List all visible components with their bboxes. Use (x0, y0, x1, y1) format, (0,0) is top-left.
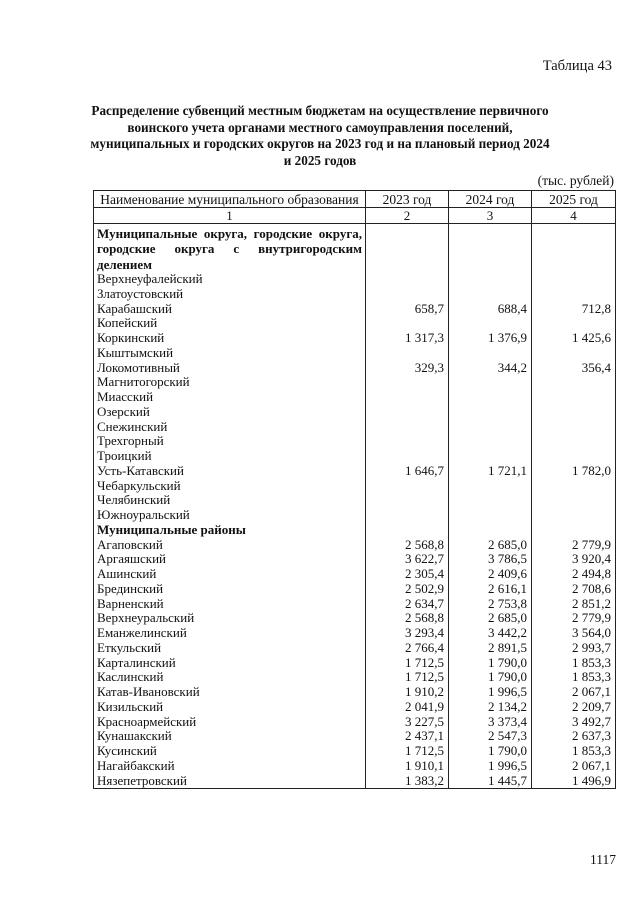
value-2025: 1 853,3 (532, 656, 616, 671)
value-2025 (532, 287, 616, 302)
value-2023: 1 712,5 (366, 670, 449, 685)
value-2025: 2 209,7 (532, 700, 616, 715)
value-2024: 688,4 (449, 302, 532, 317)
municipality-name: Верхнеуральский (94, 611, 366, 626)
value-2025 (532, 493, 616, 508)
value-2024 (449, 346, 532, 361)
municipality-name: Агаповский (94, 538, 366, 553)
value-2024: 1 790,0 (449, 744, 532, 759)
table-row (94, 700, 616, 715)
municipality-name: Усть-Катавский (94, 464, 366, 479)
value-2024 (449, 375, 532, 390)
table-row (94, 434, 616, 449)
column-number-row (94, 208, 616, 224)
value-2025: 2 708,6 (532, 582, 616, 597)
value-2024: 2 891,5 (449, 641, 532, 656)
municipality-name: Миасский (94, 390, 366, 405)
table-row (94, 420, 616, 435)
table-row (94, 361, 616, 376)
table-row (94, 272, 616, 287)
table-row (94, 597, 616, 612)
table-row (94, 626, 616, 641)
value-2024 (449, 420, 532, 435)
value-2023: 2 568,8 (366, 611, 449, 626)
municipality-name: Кыштымский (94, 346, 366, 361)
table-row (94, 331, 616, 346)
value-2023: 1 910,1 (366, 759, 449, 774)
municipality-name: Еткульский (94, 641, 366, 656)
section-heading-row (94, 523, 616, 538)
value-2025: 1 425,6 (532, 331, 616, 346)
table-row (94, 302, 616, 317)
value-2023: 1 646,7 (366, 464, 449, 479)
value-2023: 2 437,1 (366, 729, 449, 744)
table-row (94, 493, 616, 508)
value-2025 (532, 316, 616, 331)
value-2025: 2 993,7 (532, 641, 616, 656)
value-2025 (532, 434, 616, 449)
value-2023 (366, 434, 449, 449)
value-2023: 2 502,9 (366, 582, 449, 597)
table-row (94, 656, 616, 671)
table-row (94, 774, 616, 789)
section-heading: Муниципальные округа, городские округа, городские округа с внутригородским делением (94, 224, 366, 273)
value-2024 (449, 493, 532, 508)
value-2024: 2 616,1 (449, 582, 532, 597)
value-2024: 2 685,0 (449, 538, 532, 553)
value-2025: 3 492,7 (532, 715, 616, 730)
table-row (94, 685, 616, 700)
section-heading: Муниципальные районы (94, 523, 366, 538)
table-row (94, 759, 616, 774)
table-row (94, 375, 616, 390)
table-row (94, 508, 616, 523)
municipality-name: Троицкий (94, 449, 366, 464)
value-2025 (532, 508, 616, 523)
table-row (94, 670, 616, 685)
page-number: 1117 (590, 852, 616, 867)
value-2024 (449, 272, 532, 287)
value-2023: 3 227,5 (366, 715, 449, 730)
value-2025: 712,8 (532, 302, 616, 317)
municipality-name: Кизильский (94, 700, 366, 715)
value-2025: 3 564,0 (532, 626, 616, 641)
value-2025 (532, 346, 616, 361)
value-2024: 3 373,4 (449, 715, 532, 730)
value-2023 (366, 479, 449, 494)
table-row (94, 611, 616, 626)
municipality-name: Нязепетровский (94, 774, 366, 789)
header-row (94, 191, 616, 208)
value-2025: 356,4 (532, 361, 616, 376)
value-2023: 329,3 (366, 361, 449, 376)
value-2024 (449, 508, 532, 523)
value-2025 (532, 479, 616, 494)
column-number: 4 (532, 208, 616, 224)
table-row (94, 464, 616, 479)
value-2025: 1 782,0 (532, 464, 616, 479)
header-name: Наименование муниципального образования (94, 191, 366, 208)
value-2023 (366, 493, 449, 508)
value-2024: 2 134,2 (449, 700, 532, 715)
value-2025: 2 637,3 (532, 729, 616, 744)
value-2024: 1 996,5 (449, 759, 532, 774)
municipality-name: Кунашакский (94, 729, 366, 744)
municipality-name: Чебаркульский (94, 479, 366, 494)
municipality-name: Златоустовский (94, 287, 366, 302)
value-2023 (366, 449, 449, 464)
table-row (94, 405, 616, 420)
municipality-name: Озерский (94, 405, 366, 420)
value-2023 (366, 316, 449, 331)
value-2023 (366, 508, 449, 523)
section-heading-row (94, 224, 616, 273)
value-2023: 1 317,3 (366, 331, 449, 346)
municipality-name: Каслинский (94, 670, 366, 685)
municipality-name: Брединский (94, 582, 366, 597)
value-2025 (532, 449, 616, 464)
value-2023: 1 383,2 (366, 774, 449, 789)
table-row (94, 287, 616, 302)
value-2025: 1 853,3 (532, 744, 616, 759)
table-row (94, 390, 616, 405)
value-2024: 3 442,2 (449, 626, 532, 641)
municipality-name: Красноармейский (94, 715, 366, 730)
value-2023: 3 622,7 (366, 552, 449, 567)
value-2025 (532, 375, 616, 390)
table-row (94, 729, 616, 744)
value-2025: 3 920,4 (532, 552, 616, 567)
municipality-name: Ашинский (94, 567, 366, 582)
value-2023: 2 766,4 (366, 641, 449, 656)
value-2025 (532, 420, 616, 435)
value-2023: 3 293,4 (366, 626, 449, 641)
table-row (94, 346, 616, 361)
value-2024: 2 685,0 (449, 611, 532, 626)
value-2024: 1 790,0 (449, 656, 532, 671)
table-row (94, 582, 616, 597)
value-2023: 2 041,9 (366, 700, 449, 715)
column-number: 1 (94, 208, 366, 224)
table-row (94, 641, 616, 656)
value-2025: 2 779,9 (532, 611, 616, 626)
value-2023: 2 568,8 (366, 538, 449, 553)
value-2025: 2 851,2 (532, 597, 616, 612)
municipality-name: Верхнеуфалейский (94, 272, 366, 287)
value-2024: 1 721,1 (449, 464, 532, 479)
value-2025: 1 496,9 (532, 774, 616, 789)
value-2024 (449, 434, 532, 449)
value-2023: 1 712,5 (366, 744, 449, 759)
value-2024 (449, 405, 532, 420)
value-2023: 2 305,4 (366, 567, 449, 582)
municipality-name: Копейский (94, 316, 366, 331)
municipality-name: Карталинский (94, 656, 366, 671)
value-2024: 2 409,6 (449, 567, 532, 582)
municipality-name: Снежинский (94, 420, 366, 435)
value-2023: 658,7 (366, 302, 449, 317)
table-row (94, 538, 616, 553)
municipality-name: Трехгорный (94, 434, 366, 449)
value-2025 (532, 405, 616, 420)
value-2025 (532, 390, 616, 405)
value-2025: 2 779,9 (532, 538, 616, 553)
header-2024: 2024 год (449, 191, 532, 208)
table-number: Таблица 43 (542, 58, 612, 74)
table-row (94, 552, 616, 567)
value-2024: 1 445,7 (449, 774, 532, 789)
value-2023: 1 910,2 (366, 685, 449, 700)
table-row (94, 479, 616, 494)
municipality-name: Нагайбакский (94, 759, 366, 774)
table-row (94, 316, 616, 331)
units-label: (тыс. рублей) (537, 173, 614, 188)
header-2023: 2023 год (366, 191, 449, 208)
municipality-name: Еманжелинский (94, 626, 366, 641)
municipality-name: Варненский (94, 597, 366, 612)
value-2023 (366, 375, 449, 390)
document-title: Распределение субвенций местным бюджетам на осуществление первичного воинского учета органами местного самоуправления поселений, муниципальных и городских округов на 2023 год и на плановый период 2024 и 2025 годов (90, 103, 550, 168)
value-2025: 2 067,1 (532, 685, 616, 700)
value-2024 (449, 287, 532, 302)
value-2023 (366, 272, 449, 287)
value-2023 (366, 420, 449, 435)
value-2024: 1 996,5 (449, 685, 532, 700)
header-2025: 2025 год (532, 191, 616, 208)
subvention-table (93, 190, 616, 789)
municipality-name: Карабашский (94, 302, 366, 317)
value-2023 (366, 390, 449, 405)
municipality-name: Магнитогорский (94, 375, 366, 390)
value-2024: 2 753,8 (449, 597, 532, 612)
value-2023 (366, 287, 449, 302)
table-row (94, 715, 616, 730)
value-2023: 2 634,7 (366, 597, 449, 612)
municipality-name: Челябинский (94, 493, 366, 508)
value-2025: 2 494,8 (532, 567, 616, 582)
value-2025: 1 853,3 (532, 670, 616, 685)
value-2024: 2 547,3 (449, 729, 532, 744)
value-2024 (449, 390, 532, 405)
municipality-name: Коркинский (94, 331, 366, 346)
value-2024 (449, 449, 532, 464)
municipality-name: Южноуральский (94, 508, 366, 523)
value-2023 (366, 405, 449, 420)
table-row (94, 567, 616, 582)
column-number: 3 (449, 208, 532, 224)
value-2023 (366, 346, 449, 361)
municipality-name: Локомотивный (94, 361, 366, 376)
value-2024: 1 790,0 (449, 670, 532, 685)
municipality-name: Катав-Ивановский (94, 685, 366, 700)
value-2024: 3 786,5 (449, 552, 532, 567)
value-2025: 2 067,1 (532, 759, 616, 774)
value-2024 (449, 479, 532, 494)
value-2024: 1 376,9 (449, 331, 532, 346)
value-2024 (449, 316, 532, 331)
value-2023: 1 712,5 (366, 656, 449, 671)
value-2024: 344,2 (449, 361, 532, 376)
value-2025 (532, 272, 616, 287)
municipality-name: Аргаяшский (94, 552, 366, 567)
table-row (94, 449, 616, 464)
municipality-name: Кусинский (94, 744, 366, 759)
column-number: 2 (366, 208, 449, 224)
table-row (94, 744, 616, 759)
